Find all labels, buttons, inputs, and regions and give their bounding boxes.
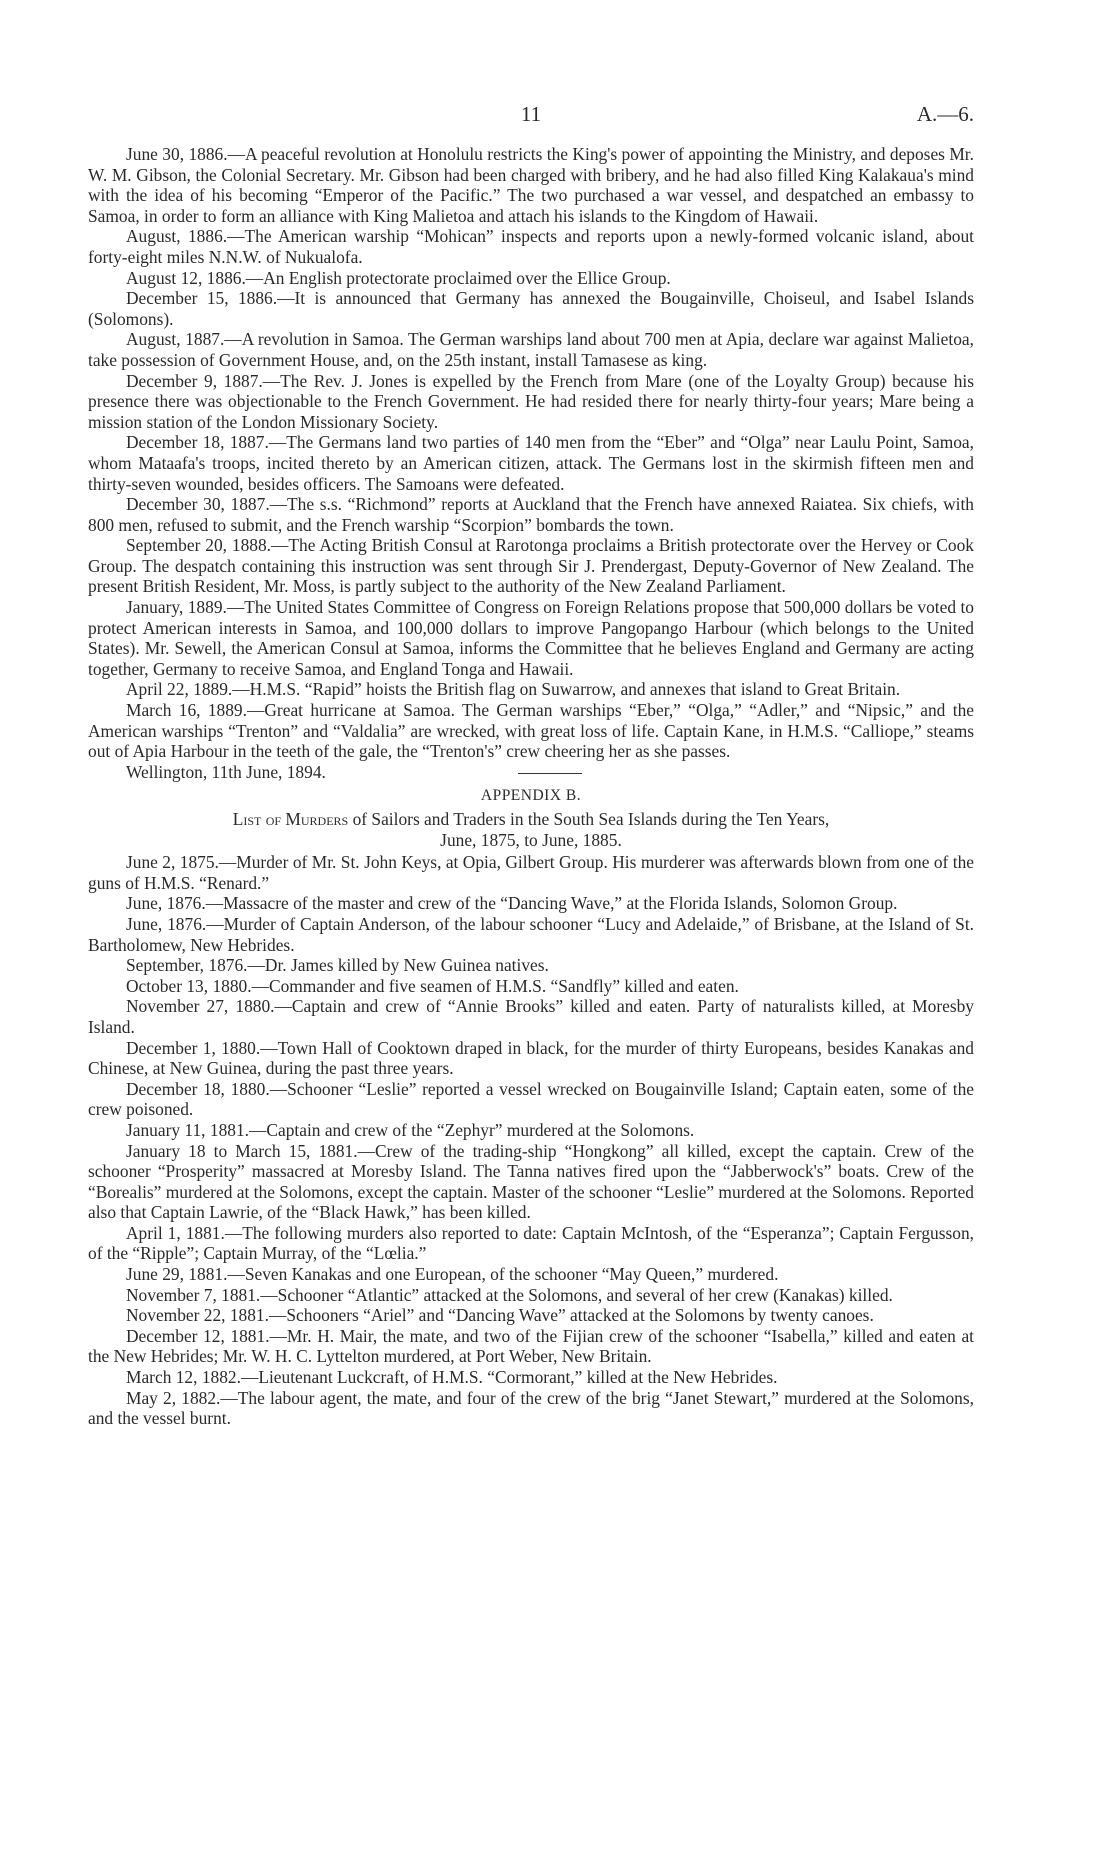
- murder-entry: December 12, 1881.—Mr. H. Mair, the mate, and two of the Fijian crew of the schooner “Isabella,” killed and eaten at the New Hebrides; Mr. W. H. C. Lyttelton murdered, at Port Weber, New Britain.: [88, 1325, 974, 1367]
- chronology-entry: September 20, 1888.—The Acting British Consul at Rarotonga proclaims a British protectorate over the Hervey or Cook Group. The despatch containing this instruction was sent through Sir J. Prendergast, Deputy-Governor of New Zealand. The present British Resident, Mr. Moss, is partly subject to the authority of the New Zealand Parliament.: [88, 535, 974, 597]
- chronology-entry: August, 1887.—A revolution in Samoa. The German warships land about 700 men at Apia, declare war against Malietoa, take possession of Government House, and, on the 25th instant, install Tamasese as king.: [88, 329, 974, 370]
- chronology-entry: January, 1889.—The United States Committee of Congress on Foreign Relations propose that 500,000 dollars be voted to protect American interests in Samoa, and 100,000 dollars to improve Pangopango Harbour (which belongs to the United States). Mr. Sewell, the American Consul at Samoa, informs the Committee that he believes England and Germany are acting together, Germany to receive Samoa, and England Tonga and Hawaii.: [88, 597, 974, 679]
- murder-entry: June, 1876.—Massacre of the master and crew of the “Dancing Wave,” at the Florida Islands, Solomon Group.: [126, 893, 898, 914]
- murder-entry: May 2, 1882.—The labour agent, the mate, and four of the crew of the brig “Janet Stewart,” murdered at the Solomons, and the vessel burnt.: [88, 1387, 974, 1429]
- murder-entry: January 11, 1881.—Captain and crew of the “Zephyr” murdered at the Solomons.: [126, 1119, 695, 1140]
- chronology-entry: April 22, 1889.—H.M.S. “Rapid” hoists the British flag on Suwarrow, and annexes that island to Great Britain.: [126, 679, 901, 700]
- murder-entry: June 29, 1881.—Seven Kanakas and one European, of the schooner “May Queen,” murdered.: [126, 1264, 779, 1285]
- section-divider: [518, 773, 582, 774]
- chronology-entry: December 30, 1887.—The s.s. “Richmond” reports at Auckland that the French have annexed Raiatea. Six chiefs, with 800 men, refused to submit, and the French warship “Scorpion” bombards the town.: [88, 494, 974, 535]
- appendix-title: APPENDIX B.: [480, 787, 582, 805]
- chronology-entry: December 9, 1887.—The Rev. J. Jones is expelled by the French from Mare (one of the Loyalty Group) because his presence there was objectionable to the French Government. He had resided there for nearly thirty-four years; Mare being a mission station of the London Missionary Society.: [88, 370, 974, 432]
- list-title-rest: of Sailors and Traders in the South Sea Islands during the Ten Years,: [348, 809, 830, 829]
- list-title-caps: List of Murders: [232, 809, 349, 829]
- list-title-line2: June, 1875, to June, 1885.: [440, 829, 622, 850]
- murder-entry: December 1, 1880.—Town Hall of Cooktown draped in black, for the murder of thirty Europeans, besides Kanakas and Chinese, at New Guinea, during the past three years.: [88, 1037, 974, 1079]
- document-page: [88, 104, 974, 1429]
- murder-entry: September, 1876.—Dr. James killed by New Guinea natives.: [126, 955, 549, 976]
- signoff-row: [88, 762, 974, 783]
- chronology-entry: December 18, 1887.—The Germans land two parties of 140 men from the “Eber” and “Olga” near Laulu Point, Samoa, whom Mataafa's troops, incited thereto by an American citizen, attack. The Germans lost in the skirmish fifteen men and thirty-seven wounded, besides officers. The Samoans were defeated.: [88, 432, 974, 494]
- document-reference: A.—6.: [916, 102, 974, 126]
- signoff: Wellington, 11th June, 1894.: [126, 761, 326, 782]
- murder-entry: June, 1876.—Murder of Captain Anderson, of the labour schooner “Lucy and Adelaide,” of Brisbane, at the Island of St. Bartholomew, New Hebrides.: [88, 913, 974, 955]
- page-header: [88, 104, 974, 144]
- chronology-entry: December 15, 1886.—It is announced that Germany has annexed the Bougainville, Choiseul, and Isabel Islands (Solomons).: [88, 288, 974, 329]
- chronology-entry: August, 1886.—The American warship “Mohican” inspects and reports upon a newly-formed volcanic island, about forty-eight miles N.N.W. of Nukualofa.: [88, 226, 974, 267]
- chronology-section: [88, 144, 974, 762]
- murder-entry: June 2, 1875.—Murder of Mr. St. John Keys, at Opia, Gilbert Group. His murderer was afterwards blown from one of the guns of H.M.S. “Renard.”: [88, 852, 974, 893]
- murder-entry: November 27, 1880.—Captain and crew of “Annie Brooks” killed and eaten. Party of naturalists killed, at Moresby Island.: [88, 996, 974, 1037]
- chronology-entry: March 16, 1889.—Great hurricane at Samoa. The German warships “Eber,” “Olga,” “Adler,” and “Nipsic,” and the American warships “Trenton” and “Valdalia” are wrecked, with great loss of life. Captain Kane, in H.M.S. “Calliope,” steams out of Apia Harbour in the teeth of the gale, the “Trenton's” crew cheering her as she passes.: [88, 700, 974, 762]
- list-title: [88, 809, 974, 850]
- murder-entry: March 12, 1882.—Lieutenant Luckcraft, of H.M.S. “Cormorant,” killed at the New Hebrides.: [126, 1367, 778, 1388]
- murder-entry: November 22, 1881.—Schooners “Ariel” and “Dancing Wave” attacked at the Solomons by twenty canoes.: [126, 1305, 874, 1326]
- chronology-entry: June 30, 1886.—A peaceful revolution at Honolulu restricts the King's power of appointing the Ministry, and deposes Mr. W. M. Gibson, the Colonial Secretary. Mr. Gibson had been charged with bribery, and he had also filled King Kalakaua's mind with the idea of his becoming “Emperor of the Pacific.” The two purchased a war vessel, and despatched an embassy to Samoa, in order to form an alliance with King Malietoa and attach his islands to the Kingdom of Hawaii.: [88, 144, 974, 226]
- murder-entry: November 7, 1881.—Schooner “Atlantic” attacked at the Solomons, and several of her crew (Kanakas) killed.: [126, 1284, 893, 1305]
- page-number: 11: [520, 102, 542, 126]
- murder-entry: December 18, 1880.—Schooner “Leslie” reported a vessel wrecked on Bougainville Island; Captain eaten, some of the crew poisoned.: [88, 1078, 974, 1120]
- murders-section: [88, 852, 974, 1429]
- chronology-entry: August 12, 1886.—An English protectorate proclaimed over the Ellice Group.: [126, 267, 671, 288]
- murder-entry: January 18 to March 15, 1881.—Crew of the trading-ship “Hongkong” all killed, except the captain. Crew of the schooner “Prosperity” massacred at Moresby Island. The Tanna natives fired upon the “Jabberwock's” boats. Crew of the “Borealis” murdered at the Solomons, except the captain. Master of the schooner “Leslie” murdered at the Solomons. Reported also that Captain Lawrie, of the “Black Hawk,” has been killed.: [88, 1140, 974, 1223]
- murder-entry: April 1, 1881.—The following murders also reported to date: Captain McIntosh, of the “Esperanza”; Captain Fergusson, of the “Ripple”; Captain Murray, of the “Lœlia.”: [88, 1222, 974, 1264]
- murder-entry: October 13, 1880.—Commander and five seamen of H.M.S. “Sandfly” killed and eaten.: [126, 975, 739, 996]
